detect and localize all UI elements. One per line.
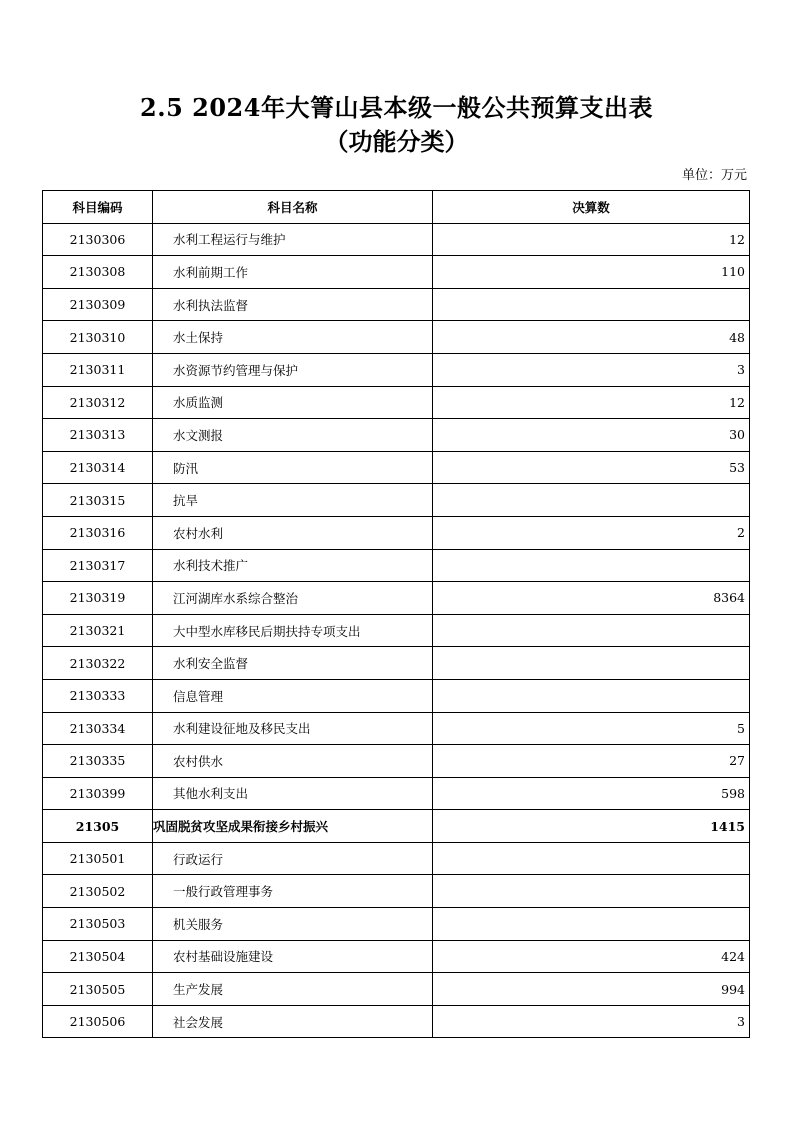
row-code: 2130504: [43, 940, 153, 973]
row-amount: [433, 908, 750, 941]
row-name: 机关服务: [153, 908, 433, 941]
table-row: [43, 451, 750, 484]
row-amount: [433, 614, 750, 647]
row-code: 2130308: [43, 256, 153, 289]
row-code: 2130505: [43, 973, 153, 1006]
row-code: 2130321: [43, 614, 153, 647]
table-row: [43, 353, 750, 386]
row-name: 生产发展: [153, 973, 433, 1006]
header-name: 科目名称: [153, 191, 433, 224]
row-amount: [433, 484, 750, 517]
row-amount: 5: [433, 712, 750, 745]
row-name: 抗旱: [153, 484, 433, 517]
row-code: 2130311: [43, 353, 153, 386]
budget-table: [42, 190, 750, 1038]
row-amount: 8364: [433, 582, 750, 615]
row-amount: 53: [433, 451, 750, 484]
table-row: [43, 908, 750, 941]
table-row: [43, 516, 750, 549]
table-row: [43, 712, 750, 745]
row-code: 2130314: [43, 451, 153, 484]
row-amount: 2: [433, 516, 750, 549]
row-code: 2130322: [43, 647, 153, 680]
row-amount: [433, 679, 750, 712]
page-title: 2.5 2024年大箐山县本级一般公共预算支出表: [140, 93, 653, 122]
table-row: [43, 256, 750, 289]
table-row: [43, 940, 750, 973]
header-code: 科目编码: [43, 191, 153, 224]
row-name: 水利建设征地及移民支出: [153, 712, 433, 745]
unit-label: 单位：万元: [681, 168, 747, 183]
row-name: 水利技术推广: [153, 549, 433, 582]
row-amount: [433, 647, 750, 680]
table-row: [43, 419, 750, 452]
row-code: 2130315: [43, 484, 153, 517]
table-row: [43, 549, 750, 582]
table-row: [43, 679, 750, 712]
table-row: [43, 810, 750, 843]
row-amount: [433, 288, 750, 321]
table-row: [43, 582, 750, 615]
row-amount: 994: [433, 973, 750, 1006]
row-name: 水利工程运行与维护: [153, 223, 433, 256]
row-code: 2130319: [43, 582, 153, 615]
row-name: 大中型水库移民后期扶持专项支出: [153, 614, 433, 647]
row-name: 水文测报: [153, 419, 433, 452]
table-row: [43, 321, 750, 354]
row-name: 防汛: [153, 451, 433, 484]
row-name: 信息管理: [153, 679, 433, 712]
row-amount: 30: [433, 419, 750, 452]
row-code: 2130312: [43, 386, 153, 419]
row-amount: 424: [433, 940, 750, 973]
table-row: [43, 223, 750, 256]
row-name: 水质监测: [153, 386, 433, 419]
row-amount: 48: [433, 321, 750, 354]
table-row: [43, 288, 750, 321]
table-header-row: [43, 191, 750, 224]
row-code: 2130503: [43, 908, 153, 941]
row-code: 2130333: [43, 679, 153, 712]
table-row: [43, 484, 750, 517]
table-row: [43, 777, 750, 810]
row-code: 2130310: [43, 321, 153, 354]
row-amount: 3: [433, 1005, 750, 1038]
row-code: 2130317: [43, 549, 153, 582]
row-name: 行政运行: [153, 842, 433, 875]
row-name: 江河湖库水系综合整治: [153, 582, 433, 615]
row-amount: 27: [433, 745, 750, 778]
row-amount: 3: [433, 353, 750, 386]
row-name: 水资源节约管理与保护: [153, 353, 433, 386]
row-amount: [433, 549, 750, 582]
row-amount: 598: [433, 777, 750, 810]
page-subtitle: （功能分类）: [324, 127, 469, 156]
row-amount: 12: [433, 386, 750, 419]
header-amount: 决算数: [433, 191, 750, 224]
row-amount: 1415: [433, 810, 750, 843]
table-row: [43, 745, 750, 778]
table-row: [43, 1005, 750, 1038]
row-code: 2130502: [43, 875, 153, 908]
row-code: 2130399: [43, 777, 153, 810]
row-code: 2130334: [43, 712, 153, 745]
table-row: [43, 647, 750, 680]
row-code: 2130501: [43, 842, 153, 875]
row-name: 一般行政管理事务: [153, 875, 433, 908]
row-name: 水利安全监督: [153, 647, 433, 680]
row-name: 水土保持: [153, 321, 433, 354]
row-name: 其他水利支出: [153, 777, 433, 810]
table-row: [43, 973, 750, 1006]
row-name: 水利前期工作: [153, 256, 433, 289]
table-row: [43, 614, 750, 647]
table-row: [43, 875, 750, 908]
row-code: 2130306: [43, 223, 153, 256]
table-row: [43, 842, 750, 875]
row-name: 农村基础设施建设: [153, 940, 433, 973]
row-code: 2130313: [43, 419, 153, 452]
row-name: 农村水利: [153, 516, 433, 549]
row-name: 巩固脱贫攻坚成果衔接乡村振兴: [153, 810, 433, 843]
row-name: 社会发展: [153, 1005, 433, 1038]
table-row: [43, 386, 750, 419]
table-body: [43, 223, 750, 1038]
row-code: 2130506: [43, 1005, 153, 1038]
row-name: 水利执法监督: [153, 288, 433, 321]
row-code: 21305: [43, 810, 153, 843]
row-amount: [433, 875, 750, 908]
row-amount: 12: [433, 223, 750, 256]
row-name: 农村供水: [153, 745, 433, 778]
row-amount: [433, 842, 750, 875]
row-code: 2130335: [43, 745, 153, 778]
row-amount: 110: [433, 256, 750, 289]
row-code: 2130309: [43, 288, 153, 321]
row-code: 2130316: [43, 516, 153, 549]
